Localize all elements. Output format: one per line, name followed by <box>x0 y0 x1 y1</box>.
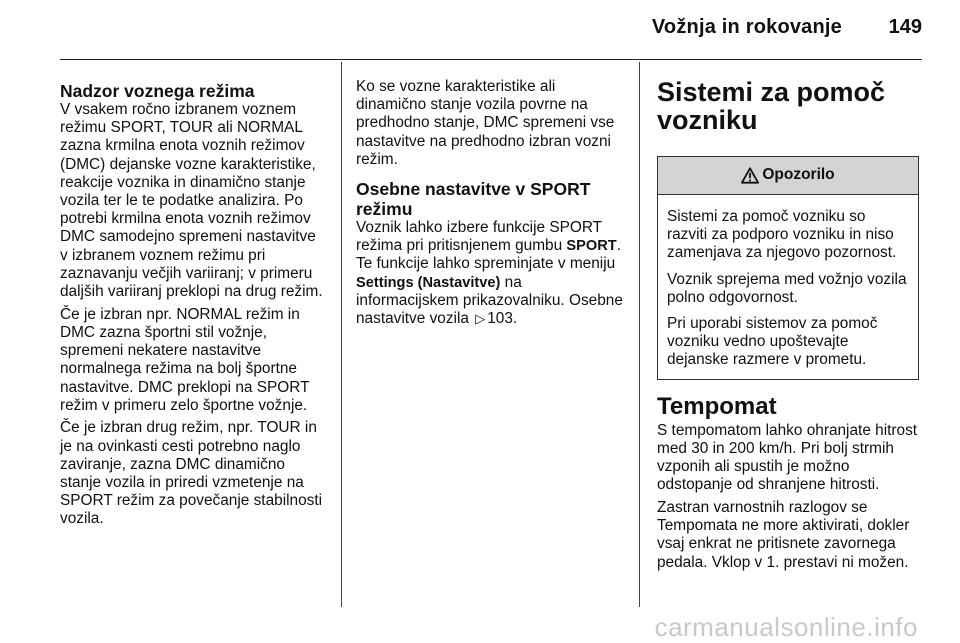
page-number: 149 <box>888 16 922 38</box>
section-heading-sport: Osebne nastavitve v SPORT režimu <box>356 179 591 220</box>
column-1 <box>60 82 326 533</box>
paragraph: Če je izbran drug režim, npr. TOUR in je na ovinkasti cesti potrebno naglo zaviranje, zazna DMC dinamično stanje vozila in priredi vzmetenje na SPORT režim za povečanje stabilnosti vozila. <box>60 419 323 528</box>
column-3 <box>657 78 922 576</box>
chapter-title: Vožnja in rokovanje <box>651 16 842 38</box>
watermark: carmanualsonline.info <box>654 612 918 642</box>
section-heading-assist: Sistemi za pomoč vozniku <box>657 77 886 135</box>
reference-arrow-icon[interactable]: ▷ <box>475 311 486 327</box>
paragraph-sport-settings: Voznik lahko izbere funkcije SPORT režima pri pritisnjenem gumbu SPORT. Te funkcije lahko spreminjate v meniju Settings (Nastavitve) na informacijskem prikazovalniku. Osebne nastavitve vozila ▷ 103. <box>356 219 623 328</box>
warning-header <box>658 157 918 195</box>
paragraph: Ko se vozne karakteristike ali dinamično stanje vozila povrne na predhodno stanje, DMC spremeni vse nastavitve na predhodno izbran vozni režim. <box>356 78 615 168</box>
warning-box <box>657 156 919 380</box>
sport-button-label: SPORT <box>566 238 617 255</box>
paragraph: Sistemi za pomoč vozniku so razviti za podporo vozniku in niso zamenjava za njegovo pozornost. <box>667 208 897 262</box>
header-rule <box>60 59 922 60</box>
paragraph: Pri uporabi sistemov za pomoč vozniku vedno upoštevajte dejanske razmere v prometu. <box>667 315 878 369</box>
warning-title: Opozorilo <box>762 166 835 184</box>
page-reference[interactable]: 103. <box>487 310 518 328</box>
column-divider-1 <box>341 62 342 607</box>
column-2 <box>356 78 624 333</box>
column-divider-2 <box>639 62 640 607</box>
warning-body <box>658 195 918 379</box>
paragraph: Če je izbran npr. NORMAL režim in DMC zazna športni stil vožnje, spremeni nekatere nastavitve normalnega režima na bolj športne nastavitve. DMC preklopi na SPORT režim v primeru zelo športne vožnje. <box>60 305 310 414</box>
section-heading-tempomat: Tempomat <box>657 392 777 420</box>
paragraph: Zastran varnostnih razlogov se Tempomata ne more aktivirati, dokler vsaj enkrat ne pritisnete zavornega pedala. Vklop v 1. prestavi ni možen. <box>657 498 910 571</box>
section-heading-dmc: Nadzor voznega režima <box>60 81 255 101</box>
paragraph: S tempomatom lahko ohranjate hitrost med 30 in 200 km/h. Pri bolj strmih vzponih ali spustih je možno odstopanje od shranjene hitrosti. <box>657 421 918 494</box>
paragraph: V vsakem ročno izbranem voznem režimu SPORT, TOUR ali NORMAL zazna krmilna enota voznih režimov (DMC) dejanske vozne karakteristike, reakcije voznika in dinamično stanje vozila ter le te podatke analizira. Po potrebi krmilna enota voznih režimov DMC samodejno spremeni nastavitve v izbranem voznem režimu pri zaznavanju večjih variiranj; v primeru daljših variiranj preklopi na drug režim. <box>60 101 323 301</box>
paragraph: Voznik sprejema med vožnjo vozila polno odgovornost. <box>667 270 907 306</box>
warning-triangle-icon <box>741 167 759 184</box>
page-header <box>0 0 960 58</box>
settings-menu-label: Settings (Nastavitve) <box>356 274 501 291</box>
